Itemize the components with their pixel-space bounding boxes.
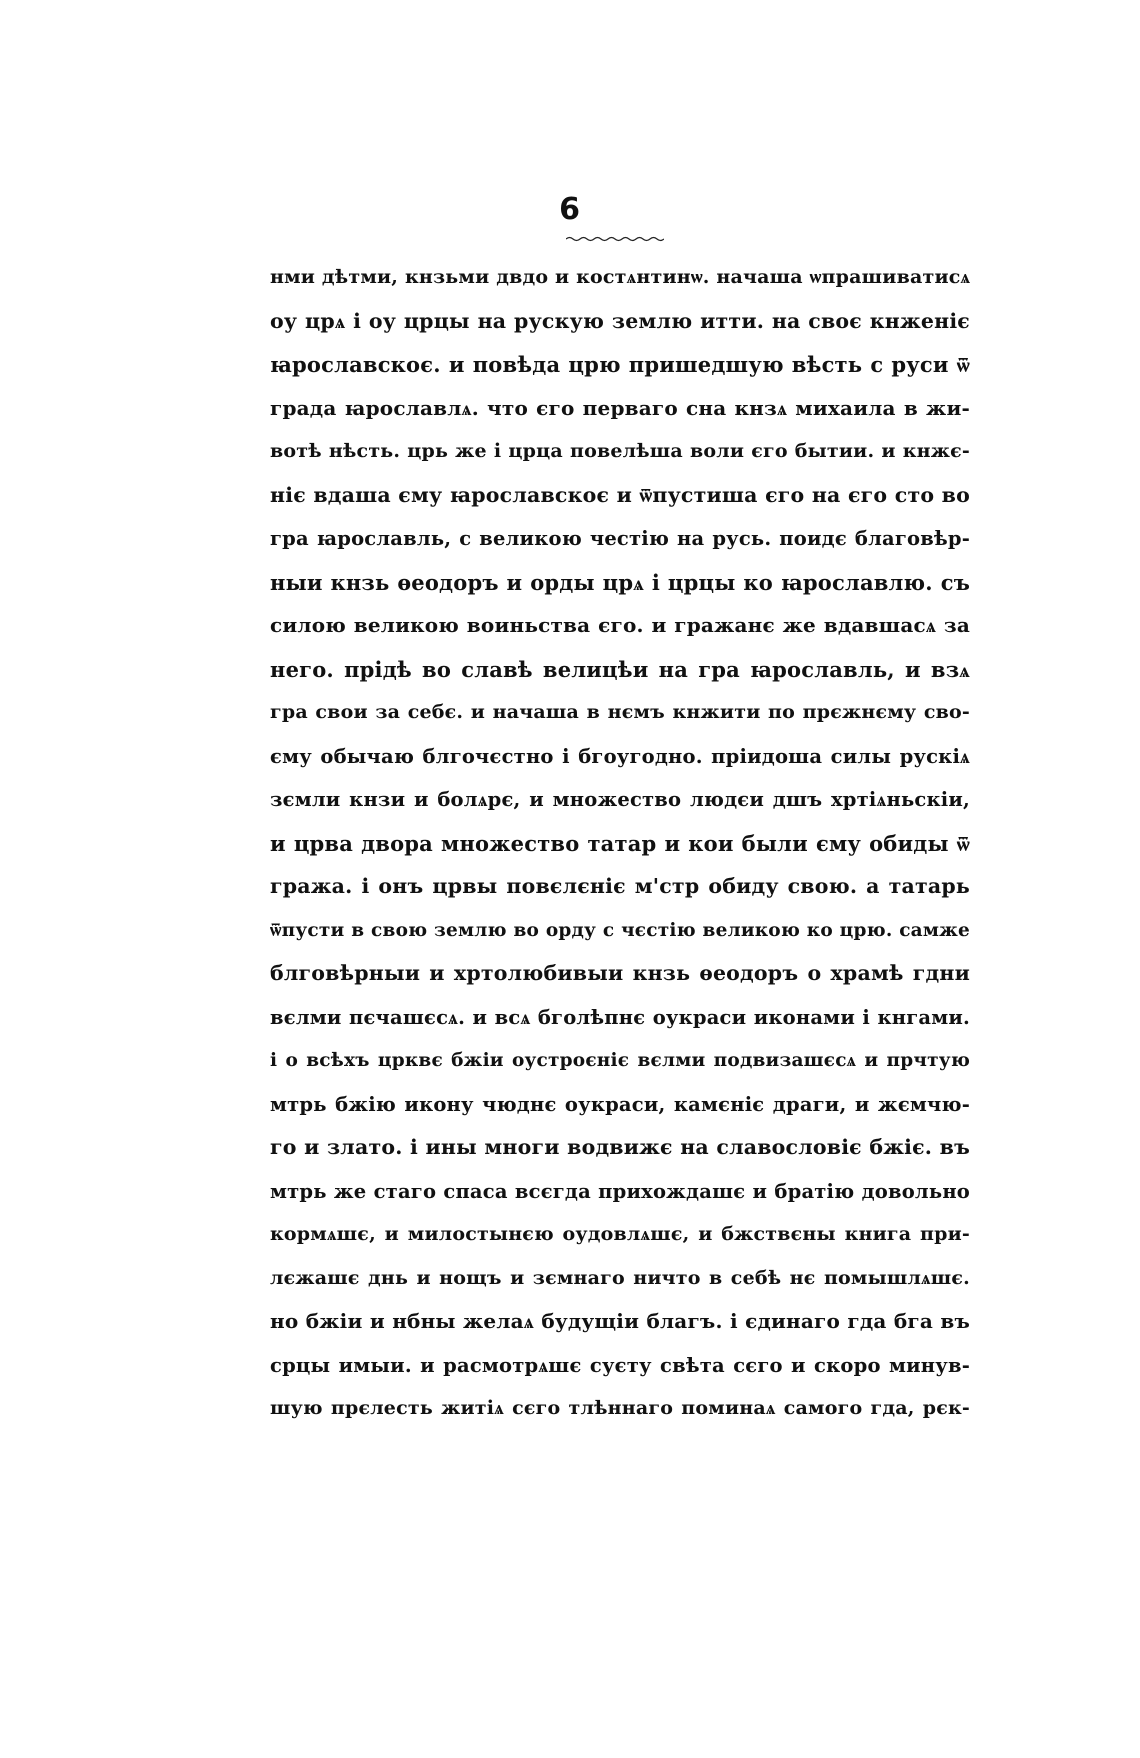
- text-line: него. прідѣ во славѣ велицѣи на гра ꙗрославль, и взѧ: [270, 656, 970, 682]
- text-line: оу црѧ і оу црцы на рускую землю итти. на своє кнженіє: [270, 308, 970, 333]
- text-line: лєжашє днь и нощъ и зємнаго ничто в себѣ нє помышлѧшє.: [270, 1266, 970, 1289]
- text-line: ныи кнзь ѳеодоръ и орды црѧ і црцы ко ꙗрославлю. съ: [270, 569, 970, 595]
- text-line: кормѧшє, и милостынєю оудовлѧшє, и бжствєны книга при-: [270, 1223, 970, 1245]
- text-line: мтрь бжію икону чюднє оукраси, камєніє драги, и жємчю-: [270, 1092, 970, 1116]
- text-line: града ꙗрославлѧ. что єго перваго сна кнзѧ михаила в жи-: [270, 395, 970, 420]
- text-line: мтрь же стаго спаса всєгда прихождашє и братію довольно: [270, 1179, 970, 1203]
- text-line: єму обычаю блгочєстно і бгоугодно. пріидоша силы рускіѧ: [270, 744, 970, 768]
- text-line: блговѣрныи и хртолюбивыи кнзь ѳеодоръ о храмѣ гдни: [270, 961, 970, 985]
- text-line: вотѣ нѣсть. црь же і црца повелѣша воли єго бытии. и кнжє-: [270, 440, 970, 462]
- page-number-wavy-rule: [566, 236, 664, 242]
- text-line: гра ꙗрославль, с великою честію на русь. поидє благовѣр-: [270, 527, 970, 550]
- text-line: шую прєлесть житіѧ сєго тлѣннаго поминаѧ самого гда, рєк-: [270, 1397, 970, 1419]
- text-line: і о всѣхъ црквє бжіи оустроєніє вєлми подвизашєсѧ и прчтую: [270, 1050, 970, 1071]
- text-line: гража. і онъ црвы повєлєніє м'стр обиду свою. а татарь: [270, 874, 970, 898]
- body-text: [270, 256, 970, 1431]
- text-line: силою великою воиньства єго. и гражанє же вдавшасѧ за: [270, 613, 970, 637]
- text-line: нми дѣтми, кнзьми двдо и костѧнтинѡ. начаша ѡпрашиватисѧ: [270, 266, 970, 288]
- text-line: зємли кнзи и болѧрє, и множество людєи дшъ хртіѧньскіи,: [270, 788, 970, 811]
- text-line: вєлми пєчашєсѧ. и всѧ бголѣпнє оукраси иконами і кнгами.: [270, 1005, 970, 1029]
- page-number: 6: [559, 192, 581, 227]
- text-line: ѿпусти в свою землю во орду с чєстію великою ко црю. самже: [270, 919, 970, 941]
- text-line: гра свои за себє. и начаша в нємъ кнжити по прєжнєму сво-: [270, 701, 970, 723]
- text-line: срцы имыи. и расмотрѧшє суєту свѣта сєго и скоро минув-: [270, 1353, 970, 1377]
- text-line: но бжіи и нбны желаѧ будущіи благъ. і єдинаго гда бга въ: [270, 1309, 970, 1333]
- text-line: и црва двора множество татар и кои были єму обиды ѿ: [270, 830, 970, 856]
- text-line: го и злато. і ины многи водвижє на славословіє бжіє. въ: [270, 1135, 970, 1159]
- text-line: ꙗрославскоє. и повѣда црю пришедшую вѣсть с руси ѿ: [270, 352, 970, 377]
- text-line: ніє вдаша єму ꙗрославскоє и ѿпустиша єго на єго сто во: [270, 482, 970, 507]
